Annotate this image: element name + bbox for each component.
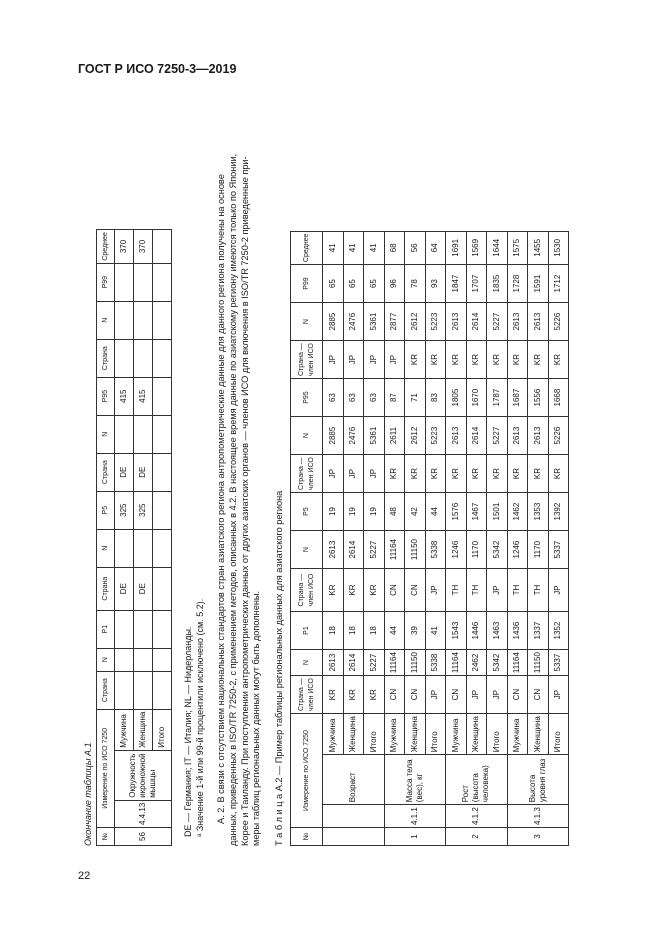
table-cell: 1170 <box>528 531 549 569</box>
table-cell: KR <box>405 455 426 493</box>
table-cell: DE <box>115 453 134 491</box>
t2-header-country: Страна — член ИСО <box>291 569 323 612</box>
table-cell: 63 <box>323 379 344 417</box>
table-cell: 19 <box>343 493 364 531</box>
t2-header-no: № <box>291 828 323 846</box>
table-row <box>487 231 508 845</box>
table-cell: 44 <box>425 493 446 531</box>
table-cell: 370 <box>115 230 134 263</box>
table-cell <box>153 671 172 709</box>
table-cell: 1501 <box>487 493 508 531</box>
table-cell: Рост (высота человека) <box>446 755 508 805</box>
table-cell: 5227 <box>364 650 385 676</box>
table-cell: KR <box>384 455 405 493</box>
table-a2-title: Т а б л и ц а А.2 — Пример таблицы региональных данных для азиатского региона <box>274 490 284 846</box>
table-cell: 64 <box>425 231 446 264</box>
table-cell: 19 <box>323 493 344 531</box>
table-cell: 5338 <box>425 531 446 569</box>
table-row <box>548 231 569 845</box>
table-cell: 96 <box>384 265 405 303</box>
table-cell: 68 <box>384 231 405 264</box>
table-cell: 1353 <box>528 493 549 531</box>
table-cell: Мужчина <box>446 714 467 755</box>
table-cell: KR <box>548 455 569 493</box>
t2-header-p5: P5 <box>291 493 323 531</box>
table-cell: JP <box>487 676 508 714</box>
table-cell: JP <box>323 341 344 379</box>
table-cell: 5223 <box>425 303 446 341</box>
table-cell: 71 <box>405 379 426 417</box>
table-cell: CN <box>446 676 467 714</box>
table-cell: Итого <box>364 714 385 755</box>
paragraph-line: меры таблиц региональных данных могут быть дополнены. <box>251 590 262 846</box>
table-row <box>507 231 528 845</box>
table-cell: 87 <box>384 379 405 417</box>
table-cell: Итого <box>425 714 446 755</box>
table-cell: 325 <box>115 491 134 529</box>
table-cell: Женщина <box>466 714 487 755</box>
table-cell: Высота уровня глаз <box>507 755 569 805</box>
t2-header-n: N <box>291 531 323 569</box>
table-cell: 2476 <box>343 303 364 341</box>
table-cell: 1462 <box>507 493 528 531</box>
table-cell <box>134 339 153 377</box>
paragraph-line: А. 2. В связи с отсутствием национальных стандартов стран азиатского региона антропометрические данные для данного региона получены на основе <box>216 174 226 824</box>
table-cell: JP <box>364 341 385 379</box>
t1-header-country: Страна <box>97 339 115 377</box>
table-cell: 5227 <box>364 531 385 569</box>
table-cell: 1556 <box>528 379 549 417</box>
table-row <box>466 231 487 845</box>
t2-header-p1: P1 <box>291 612 323 650</box>
t2-header-n: N <box>291 417 323 455</box>
table-cell: 415 <box>134 377 153 415</box>
table-cell: KR <box>487 341 508 379</box>
table-cell <box>115 648 134 671</box>
table-cell: KR <box>528 341 549 379</box>
table-cell: 5223 <box>425 417 446 455</box>
table-cell: KR <box>323 569 344 612</box>
table-cell: 93 <box>425 265 446 303</box>
table-row <box>343 231 364 845</box>
table-cell <box>134 301 153 339</box>
table-cell: 2613 <box>507 303 528 341</box>
table-cell: KR <box>425 455 446 493</box>
table-cell: 2476 <box>343 417 364 455</box>
table-cell: KR <box>446 341 467 379</box>
table-cell: 1687 <box>507 379 528 417</box>
table-row <box>384 231 405 845</box>
table-row <box>364 231 385 845</box>
t1-header-p99: P99 <box>97 263 115 301</box>
table-cell: 56 <box>115 828 172 846</box>
table-cell: CN <box>405 676 426 714</box>
table-cell <box>153 230 172 263</box>
table-cell: Мужчина <box>115 709 134 750</box>
table-cell: 63 <box>364 379 385 417</box>
table-cell: 1170 <box>466 531 487 569</box>
table-cell: 1569 <box>466 231 487 264</box>
table-row <box>323 231 344 845</box>
table-cell: 2 <box>446 828 508 846</box>
table-cell: 415 <box>115 377 134 415</box>
table-cell: Мужчина <box>384 714 405 755</box>
table-cell: 2613 <box>323 650 344 676</box>
t1-header-n: N <box>97 648 115 671</box>
running-header: ГОСТ Р ИСО 7250-3—2019 <box>78 62 237 76</box>
t1-header-measurement: Измерение по ИСО 7250 <box>97 709 115 827</box>
table-a2 <box>290 231 569 846</box>
table-cell: 4.4.13 <box>115 800 172 827</box>
table-cell: JP <box>364 455 385 493</box>
table-cell: TH <box>507 569 528 612</box>
table-cell: 5337 <box>548 650 569 676</box>
table-cell: KR <box>425 341 446 379</box>
table-cell: 1530 <box>548 231 569 264</box>
table-cell: 41 <box>343 231 364 264</box>
table-cell: CN <box>384 676 405 714</box>
table-cell: 65 <box>364 265 385 303</box>
table-cell <box>115 610 134 648</box>
table-cell: JP <box>343 341 364 379</box>
table-cell: 1670 <box>466 379 487 417</box>
table-cell: JP <box>548 676 569 714</box>
table-cell: CN <box>528 676 549 714</box>
table-cell: KR <box>507 455 528 493</box>
table-row <box>115 230 134 846</box>
table-cell <box>153 610 172 648</box>
paragraph-a2 <box>216 90 263 846</box>
t1-header-p5: P5 <box>97 491 115 529</box>
table-cell: 1436 <box>507 612 528 650</box>
table-cell: JP <box>466 676 487 714</box>
table-cell: 1352 <box>548 612 569 650</box>
table-cell: 78 <box>405 265 426 303</box>
table-cell <box>323 805 385 828</box>
table-cell: 11164 <box>384 650 405 676</box>
table-cell: 2613 <box>446 417 467 455</box>
table-cell <box>134 529 153 567</box>
table-cell: 5361 <box>364 303 385 341</box>
table-cell: 2614 <box>343 650 364 676</box>
table-cell: 5361 <box>364 417 385 455</box>
t2-header-country: Страна — член ИСО <box>291 455 323 493</box>
table-cell: Женщина <box>134 709 153 750</box>
table-cell <box>153 567 172 610</box>
table-cell: 18 <box>323 612 344 650</box>
table-cell: 4.1.2 <box>446 805 508 828</box>
table-cell: KR <box>548 341 569 379</box>
t1-header-country: Страна <box>97 453 115 491</box>
table-cell: 5342 <box>487 531 508 569</box>
table-cell: 83 <box>425 379 446 417</box>
table-cell: DE <box>134 567 153 610</box>
table-cell: 48 <box>384 493 405 531</box>
table-cell: JP <box>487 569 508 612</box>
table-cell: Итого <box>487 714 508 755</box>
table-cell: KR <box>466 341 487 379</box>
table-cell: 5337 <box>548 531 569 569</box>
t1-header-p1: P1 <box>97 610 115 648</box>
table-cell: 4.1.1 <box>384 805 446 828</box>
table-cell: 41 <box>364 231 385 264</box>
table-cell: Мужчина <box>507 714 528 755</box>
table-row <box>425 231 446 845</box>
table-cell <box>153 648 172 671</box>
table-cell: 65 <box>323 265 344 303</box>
t2-header-p95: P95 <box>291 379 323 417</box>
table-cell: KR <box>323 676 344 714</box>
table-row <box>446 231 467 845</box>
table-cell: 1805 <box>446 379 467 417</box>
table-cell <box>153 415 172 453</box>
t1-header-p95: P95 <box>97 377 115 415</box>
table-cell: 2612 <box>405 303 426 341</box>
table-cell: JP <box>323 455 344 493</box>
table-cell: 2462 <box>466 650 487 676</box>
table-cell: DE <box>134 453 153 491</box>
table-cell: 18 <box>364 612 385 650</box>
t2-header-measurement: Измерение по ИСО 7250 <box>291 714 323 828</box>
table-cell: CN <box>405 569 426 612</box>
table-cell: 1576 <box>446 493 467 531</box>
table-cell: 2613 <box>446 303 467 341</box>
table-cell: CN <box>507 676 528 714</box>
table-cell: TH <box>466 569 487 612</box>
table-cell: Женщина <box>528 714 549 755</box>
table-cell: 2613 <box>528 303 549 341</box>
table-cell: KR <box>364 569 385 612</box>
t1-header-country: Страна <box>97 567 115 610</box>
table-cell: 2611 <box>384 417 405 455</box>
table-cell: 41 <box>425 612 446 650</box>
table-cell: 2614 <box>466 303 487 341</box>
t2-header-p99: P99 <box>291 265 323 303</box>
table-cell: 11150 <box>405 650 426 676</box>
table-cell <box>134 648 153 671</box>
table-cell: KR <box>405 341 426 379</box>
table-cell: 18 <box>343 612 364 650</box>
table-cell: 2612 <box>405 417 426 455</box>
table-cell <box>153 301 172 339</box>
table-cell: 5227 <box>487 417 508 455</box>
table-cell: 11150 <box>528 650 549 676</box>
table-cell: JP <box>384 341 405 379</box>
table-cell <box>153 377 172 415</box>
table-cell <box>115 263 134 301</box>
table-cell: 1591 <box>528 265 549 303</box>
note-percentile: ᵃ Значение 1-й или 99-й процентили исключено (см. 5.2). <box>195 598 205 837</box>
t2-header-mean: Среднее <box>291 231 323 264</box>
table-cell: 1644 <box>487 231 508 264</box>
table-cell: Женщина <box>405 714 426 755</box>
table-cell: Возраст <box>323 755 385 805</box>
t1-header-no: № <box>97 828 115 846</box>
table-cell: KR <box>364 676 385 714</box>
table-cell: JP <box>425 676 446 714</box>
table-cell: CN <box>384 569 405 612</box>
table-cell: Женщина <box>343 714 364 755</box>
table-cell: Мужчина <box>323 714 344 755</box>
table-cell: KR <box>343 569 364 612</box>
table-cell: Итого <box>153 709 172 750</box>
table-row <box>405 231 426 845</box>
t1-header-n: N <box>97 415 115 453</box>
table-cell: 1467 <box>466 493 487 531</box>
table-cell: 63 <box>343 379 364 417</box>
table-row <box>528 231 549 845</box>
table-cell: 65 <box>343 265 364 303</box>
rotated-content <box>83 86 623 846</box>
table-cell <box>115 301 134 339</box>
table-cell: 5226 <box>548 303 569 341</box>
table-cell: 1446 <box>466 612 487 650</box>
table-cell: KR <box>343 676 364 714</box>
t2-header-n: N <box>291 303 323 341</box>
paragraph-line: данных, приведенных в ISO/TR 7250-2, с применением методов, описанных в 4.2. В настоящее время данные по азиатскому региону имеются только по Японии, <box>227 153 238 846</box>
table-cell: KR <box>528 455 549 493</box>
table-cell: KR <box>487 455 508 493</box>
table-cell <box>134 263 153 301</box>
t2-header-country: Страна — член ИСО <box>291 676 323 714</box>
table-cell: 56 <box>405 231 426 264</box>
table-cell <box>153 529 172 567</box>
table-cell: 2885 <box>323 417 344 455</box>
table-cell: 1847 <box>446 265 467 303</box>
table-cell: 1691 <box>446 231 467 264</box>
table-cell: 1392 <box>548 493 569 531</box>
table-cell: 5226 <box>548 417 569 455</box>
table-cell: JP <box>548 569 569 612</box>
table-cell: 2613 <box>528 417 549 455</box>
table-cell: DE <box>115 567 134 610</box>
table-cell: 1337 <box>528 612 549 650</box>
t1-header-mean: Среднее <box>97 230 115 263</box>
table-cell <box>115 671 134 709</box>
table-cell: 11164 <box>507 650 528 676</box>
table-cell: 3 <box>507 828 569 846</box>
table-cell <box>115 339 134 377</box>
table-cell: KR <box>507 341 528 379</box>
table-cell: 1728 <box>507 265 528 303</box>
paragraph-line: Корее и Таиланду. При поступлении антропометрических данных от других азиатских органов — членов ИСО для включения в ISO/TR 7250-2 приведенные при- <box>239 156 250 846</box>
table-cell: 2613 <box>323 531 344 569</box>
table-cell: 1455 <box>528 231 549 264</box>
table-cell: 44 <box>384 612 405 650</box>
table-cell <box>115 529 134 567</box>
t2-header-n: N <box>291 650 323 676</box>
table-cell: 11164 <box>446 650 467 676</box>
table-cell: 1463 <box>487 612 508 650</box>
table-cell: TH <box>528 569 549 612</box>
table-cell <box>153 263 172 301</box>
table-cell: 1246 <box>446 531 467 569</box>
table-cell: JP <box>425 569 446 612</box>
table-cell: 4.1.3 <box>507 805 569 828</box>
table-cell <box>153 491 172 529</box>
table-cell: 1543 <box>446 612 467 650</box>
table-cell <box>134 415 153 453</box>
t1-header-n: N <box>97 301 115 339</box>
table-cell: 1707 <box>466 265 487 303</box>
table-cell <box>323 828 385 846</box>
table-cell <box>153 453 172 491</box>
table-cell: 41 <box>323 231 344 264</box>
table-cell: 2877 <box>384 303 405 341</box>
table-cell: Окружность икроножной мышцы <box>115 750 172 800</box>
table-cell: Масса тела (вес), кг <box>384 755 446 805</box>
table-cell: 11164 <box>384 531 405 569</box>
table-cell: JP <box>343 455 364 493</box>
note-country-codes: DE — Германия; IT — Италия; NL — Нидерланды. <box>183 626 193 837</box>
table-cell: 2614 <box>343 531 364 569</box>
table-cell: 42 <box>405 493 426 531</box>
table-cell: Итого <box>548 714 569 755</box>
table-cell: 1668 <box>548 379 569 417</box>
t1-header-n: N <box>97 529 115 567</box>
t1-header-country: Страна <box>97 671 115 709</box>
t2-header-country: Страна — член ИСО <box>291 341 323 379</box>
table-cell: 2614 <box>466 417 487 455</box>
table-cell: 39 <box>405 612 426 650</box>
table-a1-title: Окончание таблицы А.1 <box>83 742 93 846</box>
table-cell: 1575 <box>507 231 528 264</box>
table-cell <box>115 415 134 453</box>
table-cell <box>134 671 153 709</box>
page-number: 22 <box>78 870 91 882</box>
table-cell: 5227 <box>487 303 508 341</box>
table-cell <box>153 339 172 377</box>
table-cell: KR <box>446 455 467 493</box>
table-cell: KR <box>466 455 487 493</box>
table-cell: 2885 <box>323 303 344 341</box>
table-cell: 2613 <box>507 417 528 455</box>
table-cell <box>134 610 153 648</box>
table-cell: 1835 <box>487 265 508 303</box>
table-cell: 1712 <box>548 265 569 303</box>
table-cell: 1 <box>384 828 446 846</box>
table-cell: 1246 <box>507 531 528 569</box>
table-cell: 5342 <box>487 650 508 676</box>
table-cell: TH <box>446 569 467 612</box>
table-cell: 1787 <box>487 379 508 417</box>
table-a1 <box>96 229 172 846</box>
table-cell: 325 <box>134 491 153 529</box>
table-cell: 19 <box>364 493 385 531</box>
table-cell: 370 <box>134 230 153 263</box>
table-cell: 11150 <box>405 531 426 569</box>
table-cell: 5338 <box>425 650 446 676</box>
